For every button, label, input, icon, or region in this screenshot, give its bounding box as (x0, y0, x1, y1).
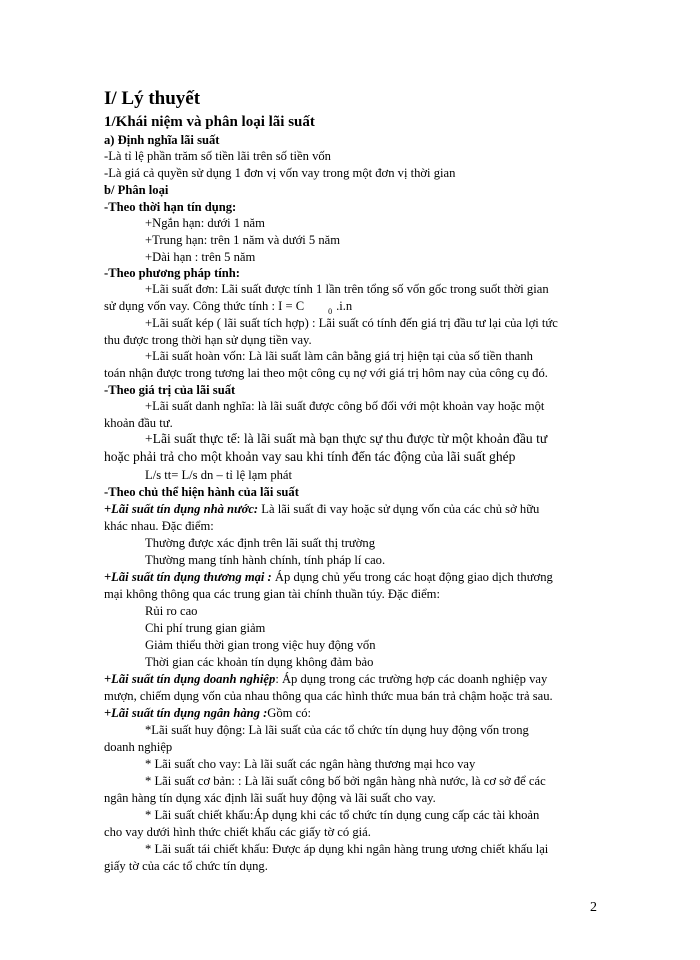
paragraph-line (104, 501, 539, 517)
bank-rate-item: * Lãi suất chiết khấu:Áp dụng khi các tổ chức tín dụng cung cấp các tài khoản (145, 808, 540, 822)
category-heading: -Theo thời hạn tín dụng: (104, 200, 237, 214)
paragraph-line: hoặc phải trả cho một khoản vay sau khi tính đến tác động của lãi suất ghép (104, 449, 516, 464)
bank-rate-item: *Lãi suất huy động: Là lãi suất của các tổ chức tín dụng huy động vốn trong (145, 723, 529, 737)
paragraph-line: khác nhau. Đặc điểm: (104, 519, 214, 533)
feature-item: Giảm thiểu thời gian trong việc huy động vốn (145, 638, 376, 652)
category-heading: -Theo phương pháp tính: (104, 266, 240, 280)
category-heading: -Theo chủ thể hiện hành của lãi suất (104, 485, 299, 499)
paragraph-line: +Lãi suất kép ( lãi suất tích hợp) : Lãi suất có tính đến giá trị đầu tư lại của lợi tức (145, 316, 558, 330)
page-number: 2 (590, 900, 597, 915)
term-title: +Lãi suất tín dụng thương mại : (104, 570, 272, 584)
paragraph-line (104, 705, 311, 721)
bank-rate-item: * Lãi suất cơ bản: : Là lãi suất công bố bởi ngân hàng nhà nước, là cơ sở để các (145, 774, 546, 788)
section-heading: 1/Khái niệm và phân loại lãi suất (104, 114, 315, 130)
paragraph-line (104, 569, 553, 585)
subsection-heading-a: a) Định nghĩa lãi suất (104, 133, 220, 147)
formula-line (104, 298, 352, 316)
paragraph-line: mượn, chiếm dụng vốn của nhau thông qua các hình thức mua bán trả chậm hoặc trả sau. (104, 689, 553, 703)
main-heading: I/ Lý thuyết (104, 88, 201, 109)
bank-rate-item: cho vay dưới hình thức chiết khấu các giấy tờ có giá. (104, 825, 371, 839)
bank-rate-item: doanh nghiệp (104, 740, 173, 754)
feature-item: Chi phí trung gian giảm (145, 621, 266, 635)
paragraph-line: khoản đầu tư. (104, 416, 173, 430)
paragraph-line: toán nhận được trong tương lai theo một công cụ nợ với giá trị hôm nay của công cụ đó. (104, 366, 548, 380)
term-text: : Áp dụng trong các trường hợp các doanh nghiệp vay (275, 672, 548, 686)
bank-rate-item: giấy tờ của các tổ chức tín dụng. (104, 859, 268, 873)
paragraph-line: +Lãi suất đơn: Lãi suất được tính 1 lần trên tổng số vốn gốc trong suốt thời gian (145, 282, 549, 296)
term-title: +Lãi suất tín dụng doanh nghiệp (104, 672, 276, 686)
formula-subscript: 0 (328, 307, 333, 316)
feature-item: Thường được xác định trên lãi suất thị trường (145, 536, 376, 550)
feature-item: Thường mang tính hành chính, tính pháp lí cao. (145, 553, 386, 567)
paragraph-line: +Lãi suất hoàn vốn: Là lãi suất làm cân bằng giá trị hiện tại của số tiền thanh (145, 349, 533, 363)
bank-rate-item: * Lãi suất cho vay: Là lãi suất các ngân hàng thương mại hco vay (145, 757, 476, 771)
feature-item: Rủi ro cao (145, 604, 198, 618)
bank-rate-item: * Lãi suất tái chiết khấu: Được áp dụng khi ngân hàng trung ương chiết khấu lại (145, 842, 549, 856)
term-text: Áp dụng chủ yếu trong các hoạt động giao dịch thương (271, 570, 553, 584)
term-text: Gồm có: (267, 706, 311, 720)
term-item: +Dài hạn : trên 5 năm (145, 250, 256, 264)
formula-text: sử dụng vốn vay. Công thức tính : I = C (104, 299, 305, 313)
term-title: +Lãi suất tín dụng nhà nước: (104, 502, 259, 516)
bank-rate-item: ngân hàng tín dụng xác định lãi suất huy động và lãi suất cho vay. (104, 791, 436, 805)
category-heading: -Theo giá trị của lãi suất (104, 383, 236, 397)
paragraph-line: mại không thông qua các trung gian tài chính thuần túy. Đặc điểm: (104, 587, 440, 601)
paragraph-line: +Lãi suất danh nghĩa: là lãi suất được công bố đối với một khoản vay hoặc một (145, 399, 545, 413)
term-item: +Ngắn hạn: dưới 1 năm (145, 216, 265, 230)
definition-line: -Là giá cả quyền sử dụng 1 đơn vị vốn vay trong một đơn vị thời gian (104, 166, 456, 180)
definition-line: -Là tỉ lệ phần trăm số tiền lãi trên số tiền vốn (104, 149, 331, 163)
feature-item: Thời gian các khoản tín dụng không đảm bảo (145, 655, 374, 669)
formula-line: L/s tt= L/s dn – tỉ lệ lạm phát (145, 468, 293, 482)
paragraph-line: thu được trong thời hạn sử dụng tiền vay. (104, 333, 312, 347)
term-title: +Lãi suất tín dụng ngân hàng : (104, 706, 268, 720)
paragraph-line (104, 671, 547, 687)
subsection-heading-b: b/ Phân loại (104, 183, 169, 197)
formula-text: .i.n (336, 299, 353, 313)
term-text: Là lãi suất đi vay hoặc sử dụng vốn của các chủ sở hữu (258, 502, 540, 516)
term-item: +Trung hạn: trên 1 năm và dưới 5 năm (145, 233, 341, 247)
paragraph-line: +Lãi suất thực tế: là lãi suất mà bạn thực sự thu được từ một khoản đầu tư (145, 431, 548, 446)
